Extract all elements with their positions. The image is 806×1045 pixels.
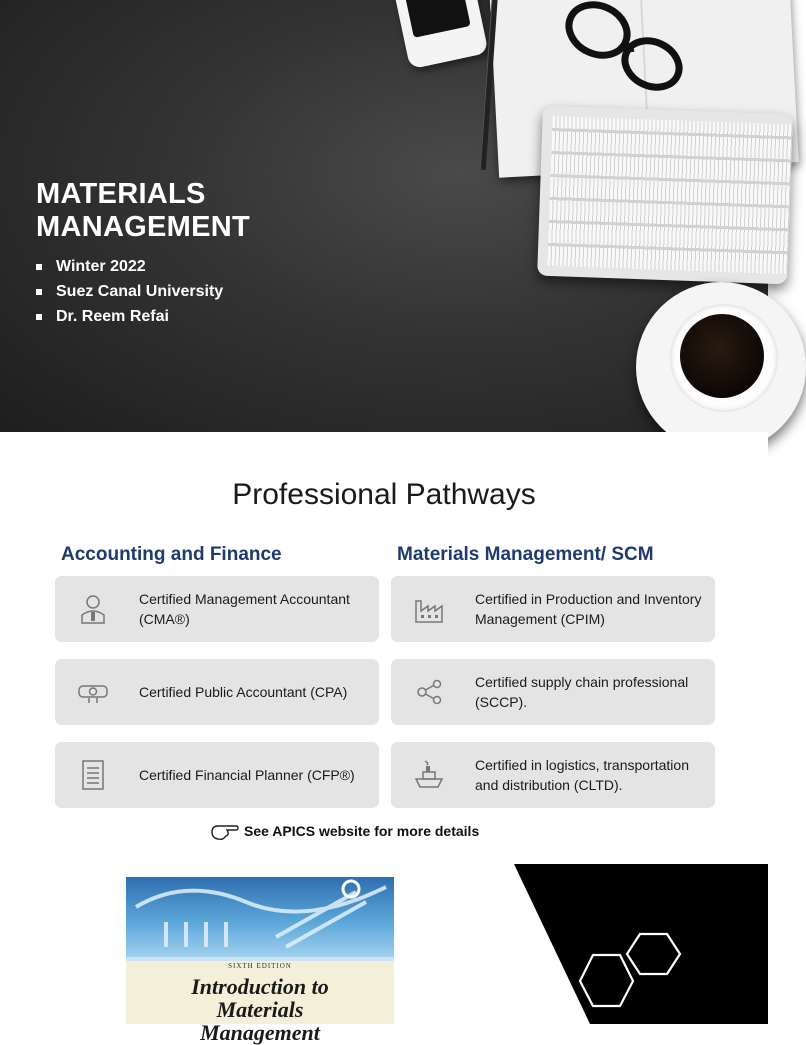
book-edition: SIXTH EDITION <box>228 962 292 970</box>
glasses-image <box>560 0 690 100</box>
title-slide <box>0 0 768 432</box>
money-icon <box>77 676 109 708</box>
decorative-black-panel <box>0 864 768 1024</box>
book-title-line-1: Introduction to <box>191 974 329 999</box>
cargo-ship-icon <box>413 759 445 791</box>
university-label: Suez Canal University <box>56 283 224 300</box>
card-text: Certified supply chain professional (SCCP). <box>475 674 689 710</box>
list-item <box>36 304 223 329</box>
pointing-hand-icon <box>210 820 240 842</box>
bullet-icon <box>36 289 42 295</box>
card-cltd <box>391 742 715 808</box>
phone-image <box>391 0 488 69</box>
card-cpa <box>55 659 379 725</box>
title-line-2: MANAGEMENT <box>36 211 251 243</box>
term-label: Winter 2022 <box>56 258 146 275</box>
column-heading-materials: Materials Management/ SCM <box>397 544 654 565</box>
book-title-line-2: Materials <box>216 997 304 1022</box>
card-cfp <box>55 742 379 808</box>
slide-title: Professional Pathways <box>232 478 536 511</box>
list-item <box>36 279 223 304</box>
card-text: Certified in Production and Inventory Management (CPIM) <box>475 591 702 627</box>
card-text: Certified Management Accountant (CMA®) <box>139 591 350 627</box>
card-text: Certified in logistics, transportation and distribution (CLTD). <box>475 757 689 793</box>
card-sccp <box>391 659 715 725</box>
title-line-1: MATERIALS <box>36 178 206 210</box>
keyboard-image <box>537 106 793 285</box>
slide-title <box>36 178 250 244</box>
bullet-icon <box>36 314 42 320</box>
accountant-icon <box>77 593 109 625</box>
card-cpim <box>391 576 715 642</box>
book-title-line-3: Management <box>200 1020 320 1045</box>
coffee-image <box>680 314 764 398</box>
checklist-icon <box>77 759 109 791</box>
card-text: Certified Financial Planner (CFP®) <box>139 767 355 783</box>
instructor-label: Dr. Reem Refai <box>56 308 169 325</box>
book-slide <box>0 864 768 1045</box>
list-item <box>36 254 223 279</box>
bullet-icon <box>36 264 42 270</box>
card-cma <box>55 576 379 642</box>
card-text: Certified Public Accountant (CPA) <box>139 684 348 700</box>
network-share-icon <box>413 676 445 708</box>
info-list <box>36 254 223 329</box>
factory-icon <box>413 593 445 625</box>
apics-note <box>210 820 479 842</box>
note-text: See APICS website for more details <box>244 823 480 839</box>
column-heading-accounting: Accounting and Finance <box>61 544 282 565</box>
pathways-slide <box>0 432 768 864</box>
